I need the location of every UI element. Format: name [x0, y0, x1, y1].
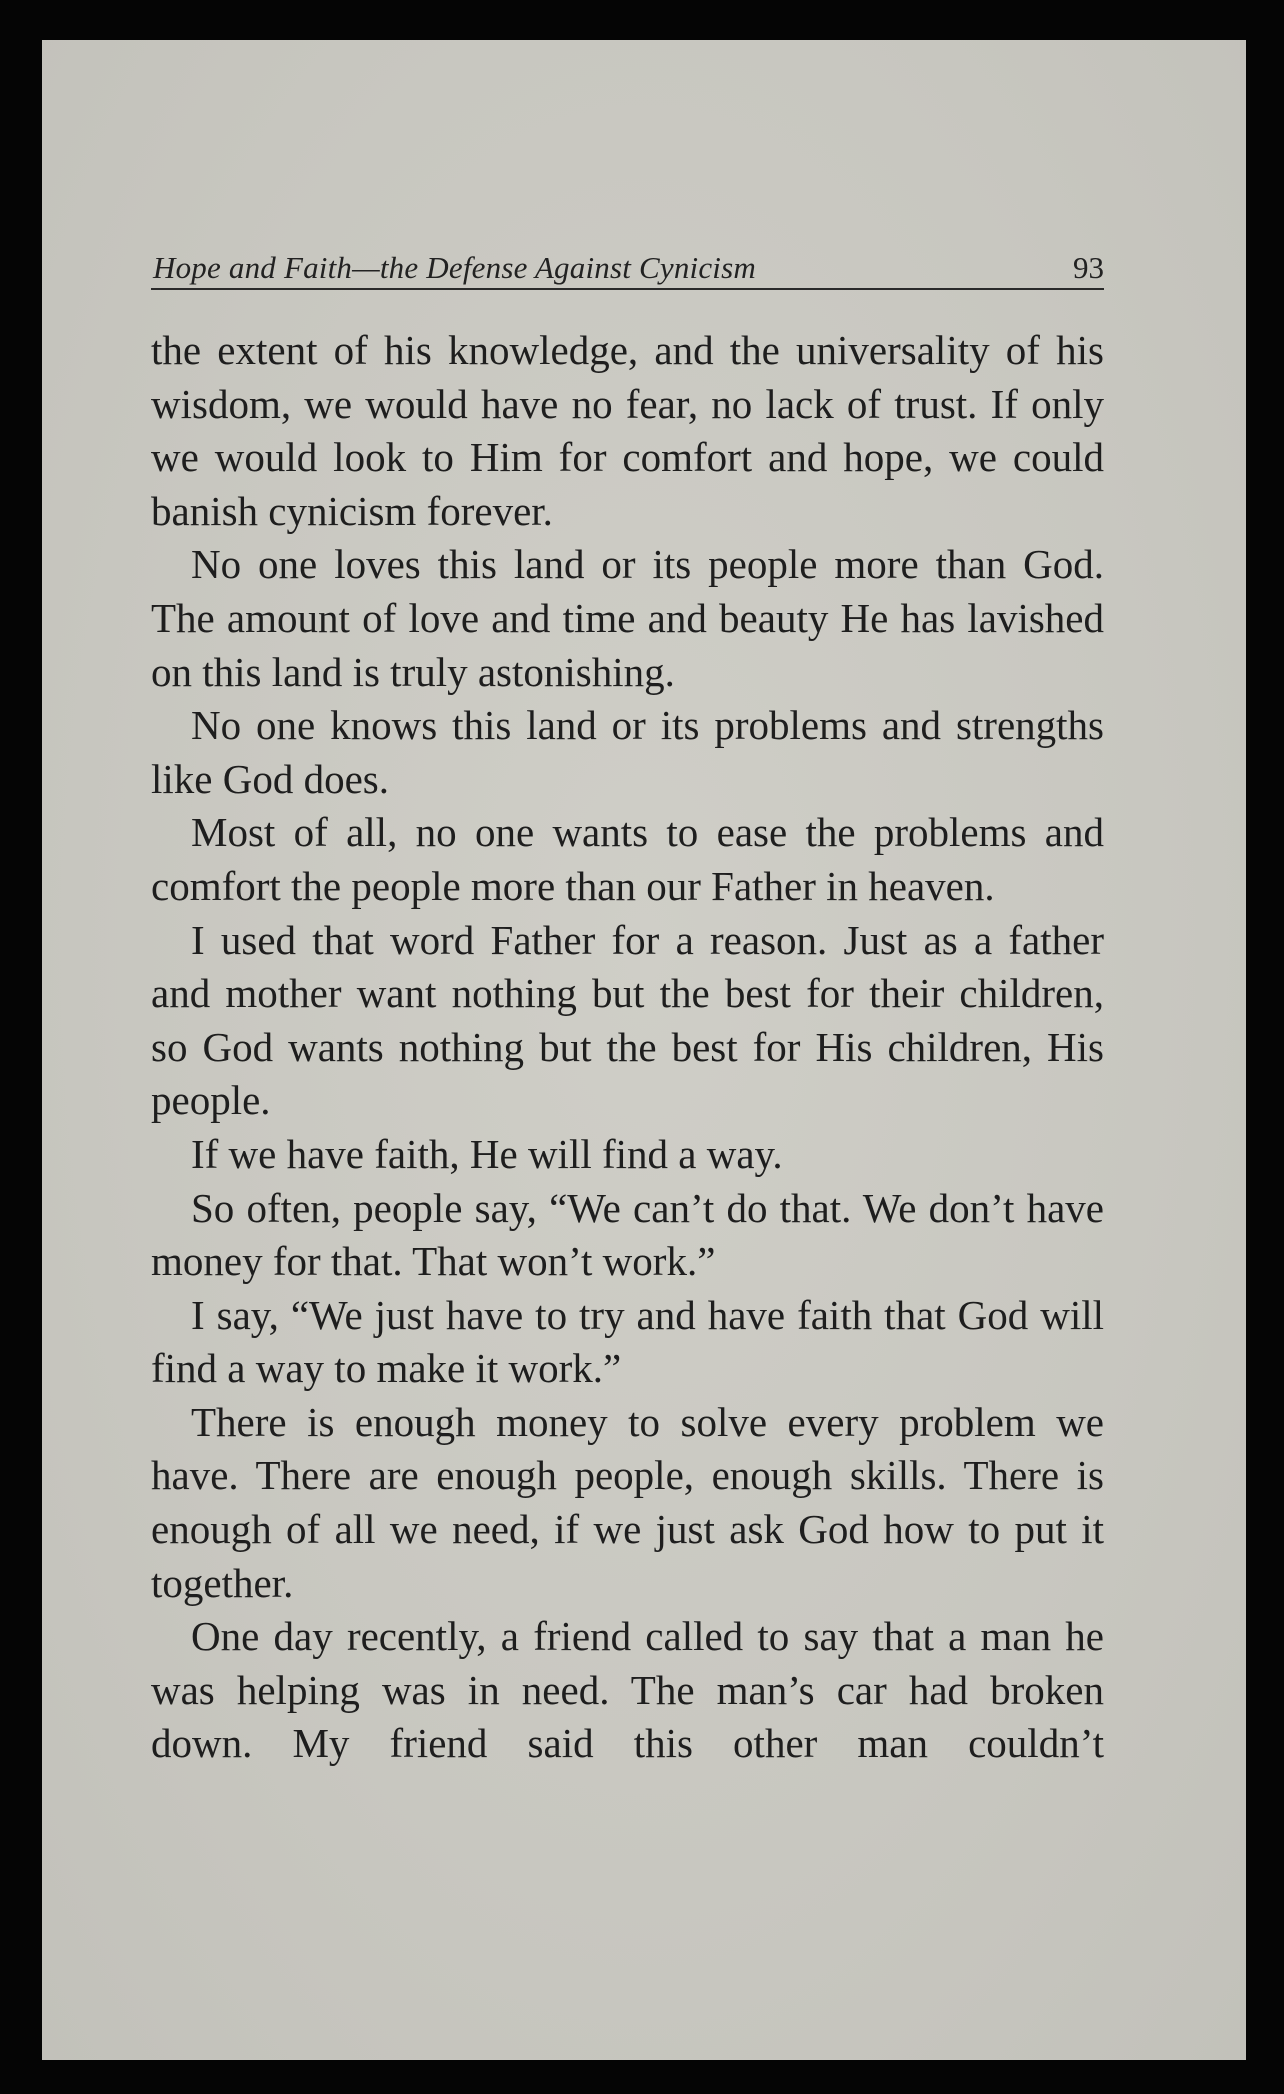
paragraph: No one loves this land or its people more than God. The amount of love and time and beauty He has lavished on this land is truly astonishing. — [151, 541, 1104, 695]
paragraph: If we have faith, He will find a way. — [191, 1130, 783, 1177]
paragraph: I say, “We just have to try and have faith that God will find a way to make it work.” — [151, 1291, 1104, 1392]
paragraph: Most of all, no one wants to ease the problems and comfort the people more than our Father in heaven. — [151, 809, 1104, 909]
paragraph: the extent of his knowledge, and the universality of his wisdom, we would have no fear, no lack of trust. If only we would look to Him for comfort and hope, we could banish cynicism forever. — [151, 327, 1104, 534]
paragraph: There is enough money to solve every problem we have. There are enough people, enough skills. There is enough of all we need, if we just ask God how to put it together. — [151, 1398, 1104, 1606]
running-header — [151, 248, 1104, 290]
body-text — [151, 324, 1104, 1771]
page-number: 93 — [1073, 250, 1104, 285]
paragraph: So often, people say, “We can’t do that. We don’t have money for that. That won’t work.” — [151, 1184, 1104, 1285]
paragraph: I used that word Father for a reason. Just as a father and mother want nothing but the best for their children, so God wants nothing but the best for His children, His people. — [151, 916, 1104, 1124]
running-title: Hope and Faith—the Defense Against Cynicism — [153, 250, 756, 285]
paragraph: No one knows this land or its problems and strengths like God does. — [151, 702, 1104, 802]
paragraph: One day recently, a friend called to say that a man he was helping was in need. The man’s car had broken down. My friend said this other man couldn’t — [151, 1613, 1104, 1767]
